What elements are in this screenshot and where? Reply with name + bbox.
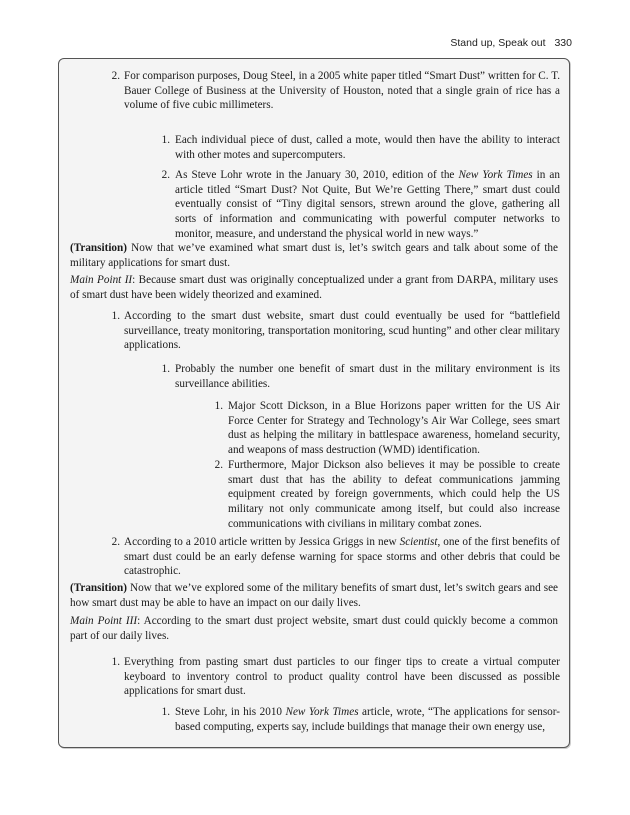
- header-title: Stand up, Speak out: [450, 37, 546, 49]
- outline-item: [150, 705, 560, 734]
- main-point-label: Main Point II: [70, 274, 133, 286]
- outline-item: [150, 168, 560, 242]
- outline-item: [100, 69, 560, 113]
- item-text: Probably the number one benefit of smart dust in the military environment is its surveillance abilities.: [175, 363, 560, 390]
- item-text: Major Scott Dickson, in a Blue Horizons paper written for the US Air Force Center for Strategy and Technology’s Air War College, sees smart dust as helping the military in battlespace awareness, homeland security, and weapons of mass destruction (WMD) identification.: [228, 400, 560, 457]
- publication-title: Scientist: [399, 536, 438, 548]
- outline-item: [203, 399, 560, 458]
- transition-label: (Transition): [70, 582, 127, 594]
- item-text: Furthermore, Major Dickson also believes it may be possible to create smart dust that has the ability to defeat communications jamming equipment created by foreign governments, which could help the US military not only communicate among itself, but could also increase communications with civilians in military combat zones.: [228, 459, 560, 530]
- text-part: in an article titled “Smart Dust? Not Quite, But We’re Getting There,” smart dust could eventually consist of “Tiny digital sensors, strewn around the glove, gathering all sorts of information and communicating with powerful computer networks to monitor, measure, and understand the physical world in new ways.”: [175, 169, 560, 240]
- main-point-text: : According to the smart dust project website, smart dust could quickly become a common part of our daily lives.: [70, 615, 559, 642]
- item-text: [124, 535, 560, 579]
- outline-item: [203, 458, 560, 532]
- item-text: According to the smart dust website, smart dust could eventually be used for “battlefield surveillance, treaty monitoring, transportation monitoring, scud hunting” and other clear military applications.: [124, 310, 560, 352]
- item-number: 2.: [111, 536, 120, 548]
- item-number: 2.: [214, 459, 223, 471]
- item-number: 1.: [111, 310, 120, 322]
- item-text: For comparison purposes, Doug Steel, in a 2005 white paper titled “Smart Dust” written for C. T. Bauer College of Business at the University of Houston, noted that a single grain of rice has a volume of five cubic millimeters.: [124, 70, 560, 112]
- item-text: Everything from pasting smart dust particles to our finger tips to create a virtual computer keyboard to inventory control to product quality control have been discussed as possible applications for smart dust.: [124, 656, 560, 698]
- text-part: Steve Lohr, in his 2010: [175, 706, 286, 718]
- main-point-paragraph: [70, 614, 558, 643]
- outline-item: [100, 535, 560, 579]
- page-number: 330: [554, 37, 572, 49]
- item-number: 1.: [161, 363, 170, 375]
- publication-title: New York Times: [285, 706, 359, 718]
- item-text: [175, 168, 560, 242]
- main-point-label: Main Point III: [70, 615, 138, 627]
- transition-paragraph: [70, 581, 558, 610]
- main-point-paragraph: [70, 273, 558, 302]
- outline-item: [150, 133, 560, 162]
- outline-item: [100, 655, 560, 699]
- transition-paragraph: [70, 241, 558, 270]
- item-number: 1.: [111, 656, 120, 668]
- transition-text: Now that we’ve explored some of the military benefits of smart dust, let’s switch gears and see how smart dust may be able to have an impact on our daily lives.: [70, 582, 558, 609]
- item-number: 2.: [111, 70, 120, 82]
- text-part: As Steve Lohr wrote in the January 30, 2010, edition of the: [175, 169, 459, 181]
- running-header: [450, 37, 572, 49]
- item-number: 1.: [214, 400, 223, 412]
- transition-text: Now that we’ve examined what smart dust is, let’s switch gears and talk about some of the military applications for smart dust.: [70, 242, 558, 269]
- item-number: 2.: [161, 169, 170, 181]
- outline-item: [100, 309, 560, 353]
- item-number: 1.: [161, 134, 170, 146]
- text-part: , one of the first benefits of smart dust could be an early defense warning for space storms and other debris that could be catastrophic.: [124, 536, 560, 578]
- text-part: According to a 2010 article written by Jessica Griggs in new: [124, 536, 400, 548]
- publication-title: New York Times: [458, 169, 533, 181]
- text-part: article, wrote, “The applications for sensor-based computing, experts say, include buildings that manage their own energy use,: [175, 706, 561, 733]
- item-text: [175, 705, 560, 734]
- transition-label: (Transition): [70, 242, 127, 254]
- item-text: Each individual piece of dust, called a mote, would then have the ability to interact with other motes and supercomputers.: [175, 134, 560, 161]
- item-number: 1.: [161, 706, 170, 718]
- outline-item: [150, 362, 560, 391]
- main-point-text: : Because smart dust was originally conceptualized under a grant from DARPA, military uses of smart dust have been widely theorized and examined.: [70, 274, 558, 301]
